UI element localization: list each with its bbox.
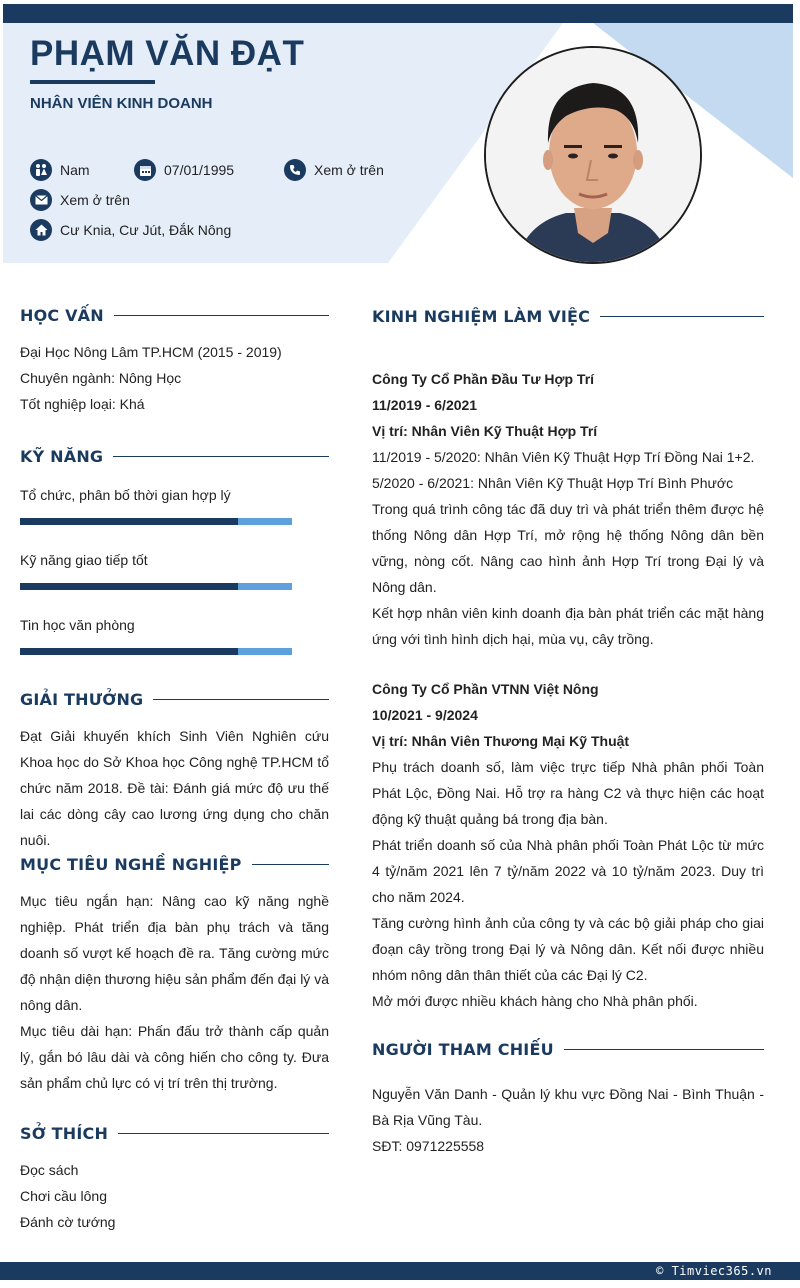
job-detail: Trong quá trình công tác đã duy trì và phát triển thêm được hệ thống Nông dân Hợp Trí, mở rộng hệ thống Nông dân bền vững, nòng cốt. Nâng cao hình ảnh Hợp Trí trong Đại lý và Nông dân. (372, 501, 764, 595)
heading-rule (564, 1049, 764, 1051)
education-line: Chuyên ngành: Nông Học (20, 370, 182, 386)
footer-watermark[interactable]: © Timviec365.vn (656, 1264, 772, 1278)
reference-phone: SĐT: 0971225558 (372, 1138, 485, 1154)
hobby-item: Chơi cầu lông (20, 1188, 108, 1204)
job-title: NHÂN VIÊN KINH DOANH (30, 95, 213, 112)
skills-title: KỸ NĂNG (20, 447, 104, 466)
phone-info (284, 159, 384, 181)
avatar-photo (484, 46, 702, 264)
skill-bar (20, 648, 292, 655)
objective-heading (20, 855, 329, 874)
job-entry (372, 676, 764, 1014)
email-icon (30, 189, 52, 211)
skill-label: Tin học văn phòng (20, 617, 135, 633)
email-info (30, 189, 130, 211)
objective-block (20, 888, 329, 1096)
job-period: 10/2021 - 9/2024 (372, 707, 478, 723)
hobby-item: Đọc sách (20, 1162, 79, 1178)
skill-bar (20, 583, 292, 590)
skill-bar-fill (20, 648, 238, 655)
skill-label: Kỹ năng giao tiếp tốt (20, 552, 148, 568)
reference-heading (372, 1040, 764, 1059)
heading-rule (153, 699, 329, 701)
job-period: 11/2019 - 6/2021 (372, 397, 478, 413)
awards-text: Đạt Giải khuyến khích Sinh Viên Nghiên cứu Khoa học do Sở Khoa học Công nghệ TP.HCM tổ chức năm 2018. Đề tài: Đánh giá mức độ ưu thế lai các dòng cây cao lương ứng dụng cho chăn nuôi. (20, 728, 329, 848)
hobbies-heading (20, 1124, 329, 1143)
birthday-text: 07/01/1995 (164, 162, 235, 178)
job-detail: 5/2020 - 6/2021: Nhân Viên Kỹ Thuật Hợp Trí Bình Phước (372, 475, 734, 491)
skills-heading (20, 447, 329, 466)
phone-icon (284, 159, 306, 181)
skill-bar-fill (20, 518, 238, 525)
heading-rule (113, 456, 329, 458)
job-detail: Mở mới được nhiều khách hàng cho Nhà phân phối. (372, 993, 698, 1009)
job-detail: 11/2019 - 5/2020: Nhân Viên Kỹ Thuật Hợp Trí Đồng Nai 1+2. (372, 449, 755, 465)
email-text: Xem ở trên (60, 192, 130, 208)
heading-rule (114, 315, 329, 317)
reference-block (372, 1081, 764, 1159)
job-position: Vị trí: Nhân Viên Thương Mại Kỹ Thuật (372, 733, 630, 749)
calendar-icon (134, 159, 156, 181)
skill-label: Tổ chức, phân bố thời gian hợp lý (20, 487, 231, 503)
gender-info (30, 159, 90, 181)
education-heading (20, 306, 329, 325)
education-block (20, 339, 329, 417)
education-line: Tốt nghiệp loại: Khá (20, 396, 145, 412)
birthday-info (134, 159, 234, 181)
address-text: Cư Knia, Cư Jút, Đắk Nông (60, 222, 232, 238)
skill-bar (20, 518, 292, 525)
candidate-name: PHẠM VĂN ĐẠT (30, 34, 305, 73)
gender-icon (30, 159, 52, 181)
heading-rule (600, 316, 764, 318)
job-detail: Kết hợp nhân viên kinh doanh địa bàn phát triển các mặt hàng ứng với tình hình dịch hại, mùa vụ, cây trồng. (372, 605, 764, 647)
skill-bar-fill (20, 583, 238, 590)
gender-text: Nam (60, 162, 90, 178)
phone-text: Xem ở trên (314, 162, 384, 178)
hobbies-title: SỞ THÍCH (20, 1124, 109, 1143)
education-title: HỌC VẤN (20, 306, 104, 325)
experience-title: KINH NGHIỆM LÀM VIỆC (372, 307, 591, 326)
top-bar (3, 4, 793, 23)
name-underline (30, 80, 155, 84)
awards-title: GIẢI THƯỞNG (20, 690, 144, 709)
objective-title: MỤC TIÊU NGHỀ NGHIỆP (20, 855, 242, 874)
hobby-item: Đánh cờ tướng (20, 1214, 116, 1230)
objective-short-term: Mục tiêu ngắn hạn: Nâng cao kỹ năng nghề nghiệp. Phát triển địa bàn phụ trách và tăng doanh số vượt kế hoạch đề ra. Tăng cường mức độ nhận diện thương hiệu sản phẩm đến đại lý và nông dân. (20, 893, 329, 1013)
address-info (30, 219, 231, 241)
awards-heading (20, 690, 329, 709)
heading-rule (252, 864, 329, 866)
heading-rule (118, 1133, 329, 1135)
home-icon (30, 219, 52, 241)
education-line: Đại Học Nông Lâm TP.HCM (2015 - 2019) (20, 344, 282, 360)
job-detail: Tăng cường hình ảnh của công ty và các bộ giải pháp cho giai đoạn cây trồng trong Đại lý và Nông dân. Kết nối được nhiều nhóm nông dân thân thiết của các Đại lý C2. (372, 915, 764, 983)
experience-heading (372, 307, 764, 326)
job-company: Công Ty Cổ Phần Đầu Tư Hợp Trí (372, 371, 595, 387)
job-position: Vị trí: Nhân Viên Kỹ Thuật Hợp Trí (372, 423, 598, 439)
objective-long-term: Mục tiêu dài hạn: Phấn đấu trở thành cấp quản lý, gắn bó lâu dài và công hiến cho công ty. Đưa sản phẩm chủ lực có vị trí trên thị trường. (20, 1023, 329, 1091)
job-entry (372, 366, 764, 652)
reference-person: Nguyễn Văn Danh - Quản lý khu vực Đồng Nai - Bình Thuận - Bà Rịa Vũng Tàu. (372, 1086, 764, 1128)
hobbies-block (20, 1157, 329, 1235)
job-company: Công Ty Cổ Phần VTNN Việt Nông (372, 681, 599, 697)
job-detail: Phát triển doanh số của Nhà phân phối Toàn Phát Lộc từ mức 4 tỷ/năm 2021 lên 7 tỷ/năm 2022 và 10 tỷ/năm 2023. Duy trì cho năm 2024. (372, 837, 764, 905)
reference-title: NGƯỜI THAM CHIẾU (372, 1040, 554, 1059)
job-detail: Phụ trách doanh số, làm việc trực tiếp Nhà phân phối Toàn Phát Lộc, Đồng Nai. Hỗ trợ ra hàng C2 và thực hiện các hoạt động kỹ thuật quảng bá trong địa bàn. (372, 759, 764, 827)
